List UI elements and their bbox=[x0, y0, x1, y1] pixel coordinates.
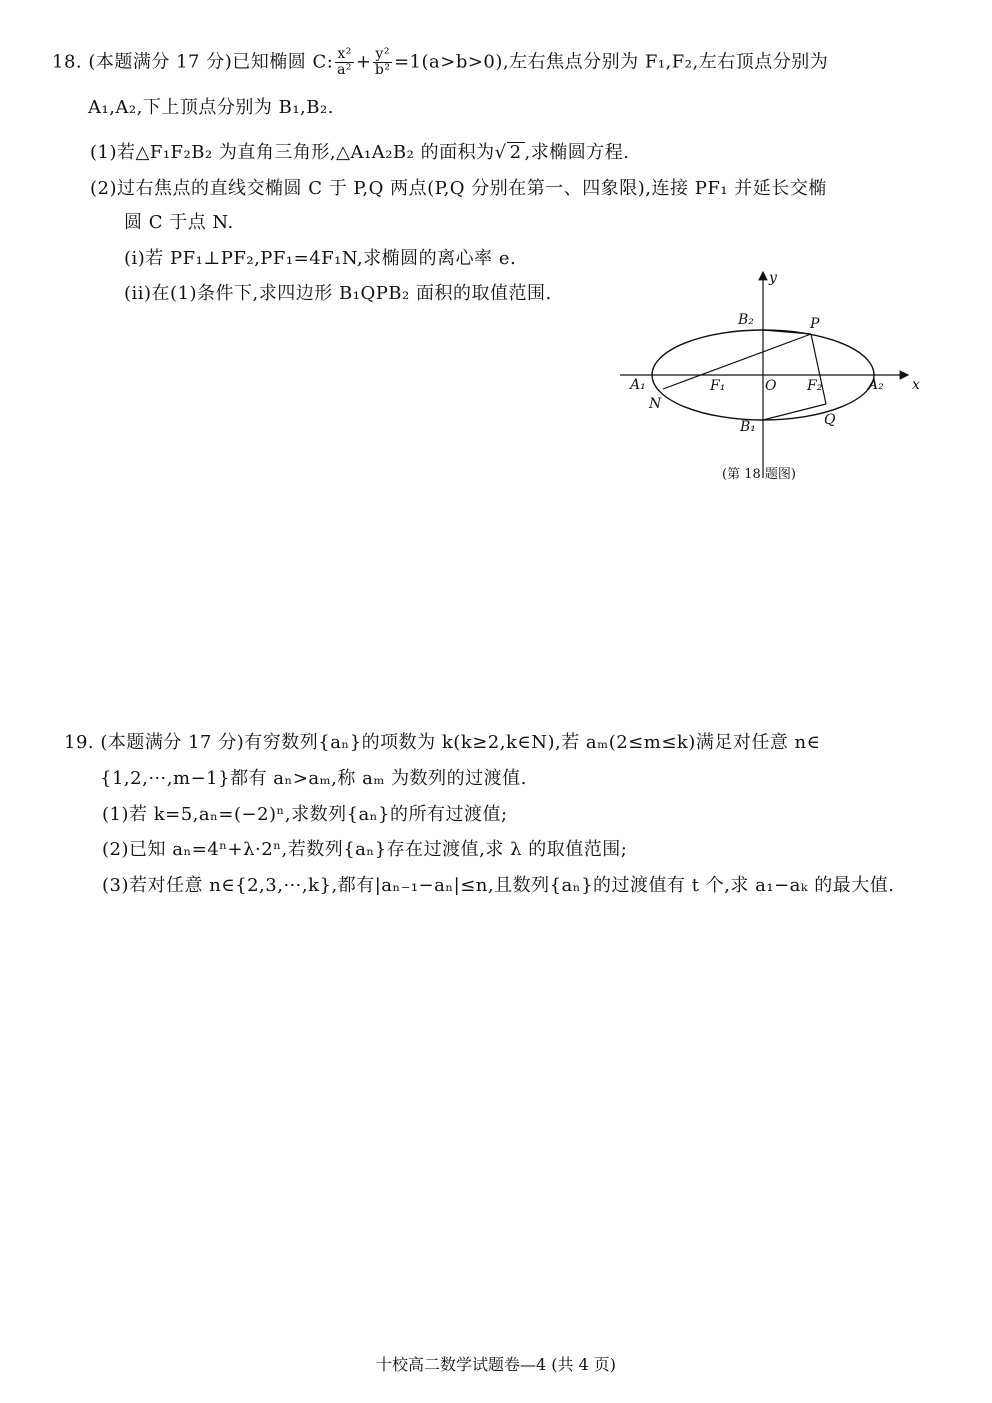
label-Q: Q bbox=[824, 412, 836, 428]
sqrt-symbol: √ bbox=[494, 142, 507, 163]
q19-part1: (1)若 k=5,aₙ=(−2)ⁿ,求数列{aₙ}的所有过渡值; bbox=[102, 804, 508, 825]
q18-intro: 18. (本题满分 17 分)已知椭圆 C: bbox=[52, 51, 334, 73]
label-A2: A₂ bbox=[868, 377, 884, 393]
label-x: x bbox=[912, 377, 920, 393]
q18-line1: 18. (本题满分 17 分)已知椭圆 C: $\frac{\text{x²}}{\text{a²}}$ + $\frac{\text{y²}}{\text{b²}}$ =1(a>b>0),左右焦点分别为 F₁,F₂,左右顶点分别为 bbox=[52, 46, 829, 78]
label-B1: B₁ bbox=[740, 419, 756, 435]
q18-part2-ii: (ii)在(1)条件下,求四边形 B₁QPB₂ 面积的取值范围. bbox=[124, 283, 552, 304]
q18-part2-line1: (2)过右焦点的直线交椭圆 C 于 P,Q 两点(P,Q 分别在第一、四象限),连接 PF₁ 并延长交椭 bbox=[90, 178, 827, 199]
label-A1: A₁ bbox=[630, 377, 646, 393]
q18-part2-i: (i)若 PF₁⊥PF₂,PF₁=4F₁N,求椭圆的离心率 e. bbox=[124, 248, 517, 269]
label-N: N bbox=[649, 396, 662, 412]
fraction-y2-b2: $\frac{\text{y²}}{\text{b²}}$ bbox=[374, 46, 391, 78]
q18-intro-rest: =1(a>b>0),左右焦点分别为 F₁,F₂,左右顶点分别为 bbox=[393, 51, 829, 73]
q19-line2: {1,2,⋯,m−1}都有 aₙ>aₘ,称 aₘ 为数列的过渡值. bbox=[100, 768, 527, 789]
ellipse-figure bbox=[618, 268, 928, 490]
sqrt-radicand: 2 bbox=[507, 142, 525, 163]
label-O: O bbox=[765, 378, 777, 394]
q19-line1: 19. (本题满分 17 分)有穷数列{aₙ}的项数为 k(k≥2,k∈N),若 aₘ(2≤m≤k)满足对任意 n∈ bbox=[64, 732, 821, 753]
label-P: P bbox=[810, 316, 820, 332]
q19-part3: (3)若对任意 n∈{2,3,⋯,k},都有|aₙ₋₁−aₙ|≤n,且数列{aₙ}的过渡值有 t 个,求 a₁−aₖ 的最大值. bbox=[102, 875, 895, 896]
q18-line2: A₁,A₂,下上顶点分别为 B₁,B₂. bbox=[88, 97, 334, 118]
label-F1: F₁ bbox=[710, 378, 726, 394]
q18-part1: (1)若△F₁F₂B₂ 为直角三角形,△A₁A₂B₂ 的面积为√ 2 ,求椭圆方程. bbox=[90, 142, 630, 163]
fraction-x2-a2: $\frac{\text{x²}}{\text{a²}}$ bbox=[337, 46, 353, 78]
label-B2: B₂ bbox=[738, 312, 754, 328]
page-footer: 十校高二数学试题卷—4 (共 4 页) bbox=[375, 1355, 617, 1374]
figure-caption: (第 18 题图) bbox=[722, 467, 796, 482]
label-y: y bbox=[769, 270, 777, 286]
q18-part2-line2: 圆 C 于点 N. bbox=[124, 212, 234, 233]
q19-part2: (2)已知 aₙ=4ⁿ+λ·2ⁿ,若数列{aₙ}存在过渡值,求 λ 的取值范围; bbox=[102, 839, 628, 860]
label-F2: F₂ bbox=[807, 378, 823, 394]
